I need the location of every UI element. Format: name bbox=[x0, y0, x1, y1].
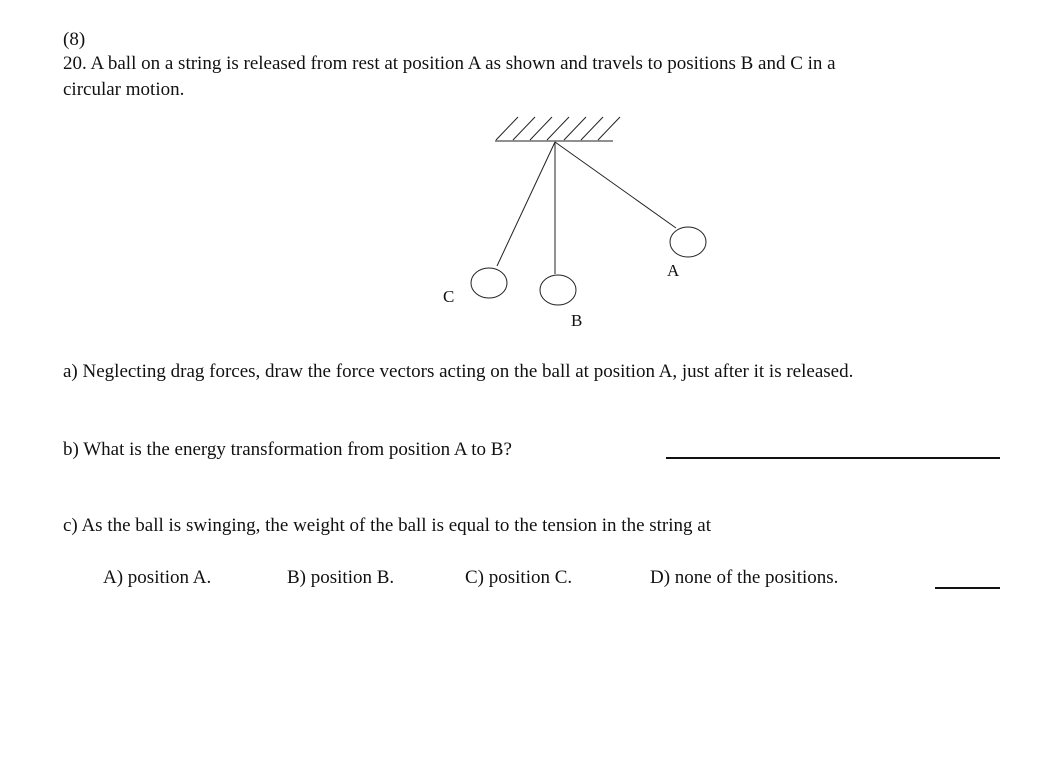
question-stem-line-2: circular motion. bbox=[63, 79, 185, 100]
ball-position-c bbox=[471, 268, 507, 298]
question-stem-line-1: 20. A ball on a string is released from rest at position A as shown and travels to positions B and C in a bbox=[63, 53, 836, 74]
part-b-answer-line[interactable] bbox=[666, 457, 1000, 459]
part-b-question: b) What is the energy transformation from position A to B? bbox=[63, 439, 512, 460]
choice-a: A) position A. bbox=[103, 567, 212, 588]
label-position-c: C bbox=[443, 287, 455, 306]
ceiling-hatching bbox=[496, 117, 620, 140]
ball-position-b bbox=[540, 275, 576, 305]
choice-d: D) none of the positions. bbox=[650, 567, 839, 588]
string-to-position-c bbox=[497, 142, 555, 266]
ball-position-a bbox=[670, 227, 706, 257]
question-points: (8) bbox=[63, 29, 86, 50]
part-c-question: c) As the ball is swinging, the weight of the ball is equal to the tension in the string at bbox=[63, 515, 712, 536]
part-c-answer-line[interactable] bbox=[935, 587, 1000, 589]
choice-c: C) position C. bbox=[465, 567, 573, 588]
label-position-a: A bbox=[667, 261, 680, 280]
string-to-position-a bbox=[555, 142, 676, 228]
part-a-question: a) Neglecting drag forces, draw the force vectors acting on the ball at position A, just after it is released. bbox=[63, 361, 854, 382]
label-position-b: B bbox=[571, 311, 583, 330]
choice-b: B) position B. bbox=[287, 567, 395, 588]
